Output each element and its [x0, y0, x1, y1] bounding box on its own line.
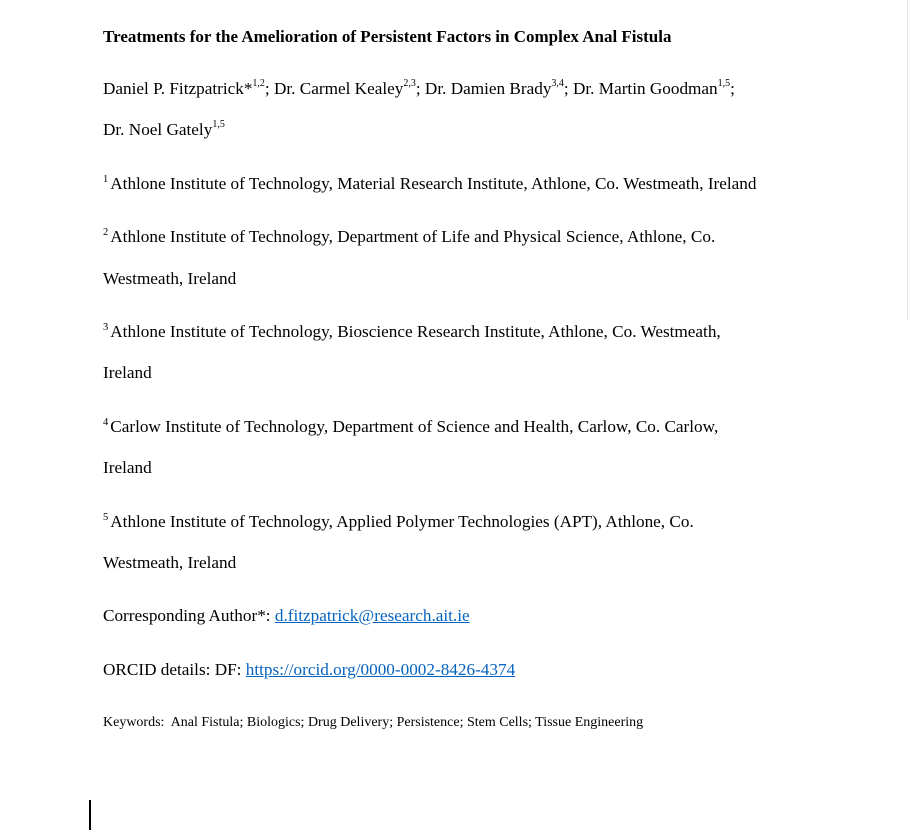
affiliation-text: Athlone Institute of Technology, Applied Polymer Technologies (APT), Athlone, Co. — [110, 512, 694, 531]
author-line-1 — [103, 79, 735, 99]
affiliation-5 — [103, 512, 694, 532]
affiliation-number: 2 — [103, 227, 109, 239]
author-name: Dr. Noel Gately — [103, 120, 213, 139]
author-separator: ; — [415, 79, 425, 98]
affiliation-3-continued: Ireland — [103, 363, 152, 382]
affiliation-number: 3 — [103, 322, 109, 334]
affiliation-2 — [103, 227, 715, 247]
author-affiliation-sup: 3,4 — [551, 78, 564, 90]
orcid-link[interactable]: https://orcid.org/0000-0002-8426-4374 — [245, 660, 516, 679]
author-name: Dr. Carmel Kealey — [274, 79, 404, 98]
author-name: Dr. Damien Brady — [424, 79, 552, 98]
affiliation-3 — [103, 322, 721, 342]
author-name: Dr. Martin Goodman — [573, 79, 718, 98]
author-name: Daniel P. Fitzpatrick* — [103, 79, 253, 98]
author-separator: ; — [730, 79, 735, 98]
affiliation-text: Athlone Institute of Technology, Department of Life and Physical Science, Athlone, Co. — [110, 227, 716, 246]
affiliation-4-continued: Ireland — [103, 458, 152, 477]
corresponding-author-label: Corresponding Author*: — [103, 606, 275, 625]
author-affiliation-sup: 1,5 — [717, 78, 731, 90]
author-separator: ; — [563, 79, 573, 98]
author-affiliation-sup: 1,5 — [212, 119, 225, 131]
affiliation-4 — [103, 417, 718, 437]
corresponding-author — [103, 606, 470, 626]
orcid-label: ORCID details: DF: — [103, 660, 246, 679]
affiliation-1 — [103, 174, 757, 194]
affiliation-number: 4 — [103, 417, 109, 429]
author-affiliation-sup: 2,3 — [403, 78, 416, 90]
text-cursor — [89, 800, 91, 830]
author-affiliation-sup: 1,2 — [252, 78, 265, 90]
author-separator: ; — [264, 79, 274, 98]
author-line-2 — [103, 120, 225, 140]
keywords-text: Anal Fistula; Biologics; Drug Delivery; Persistence; Stem Cells; Tissue Engineering — [170, 715, 644, 730]
affiliation-text: Athlone Institute of Technology, Material Research Institute, Athlone, Co. Westmeath, Ireland — [110, 174, 757, 193]
paper-title: Treatments for the Amelioration of Persistent Factors in Complex Anal Fistula — [103, 27, 672, 46]
affiliation-number: 1 — [103, 174, 109, 186]
keywords-line — [103, 713, 643, 733]
affiliation-5-continued: Westmeath, Ireland — [103, 553, 237, 572]
keywords-label: Keywords: — [103, 715, 171, 730]
orcid-details — [103, 660, 515, 680]
affiliation-text: Athlone Institute of Technology, Bioscience Research Institute, Athlone, Co. Westmeath, — [110, 322, 721, 341]
affiliation-number: 5 — [103, 512, 109, 524]
corresponding-email-link[interactable]: d.fitzpatrick@research.ait.ie — [274, 606, 470, 625]
affiliation-text: Carlow Institute of Technology, Department of Science and Health, Carlow, Co. Carlow, — [110, 417, 719, 436]
affiliation-2-continued: Westmeath, Ireland — [103, 269, 237, 288]
